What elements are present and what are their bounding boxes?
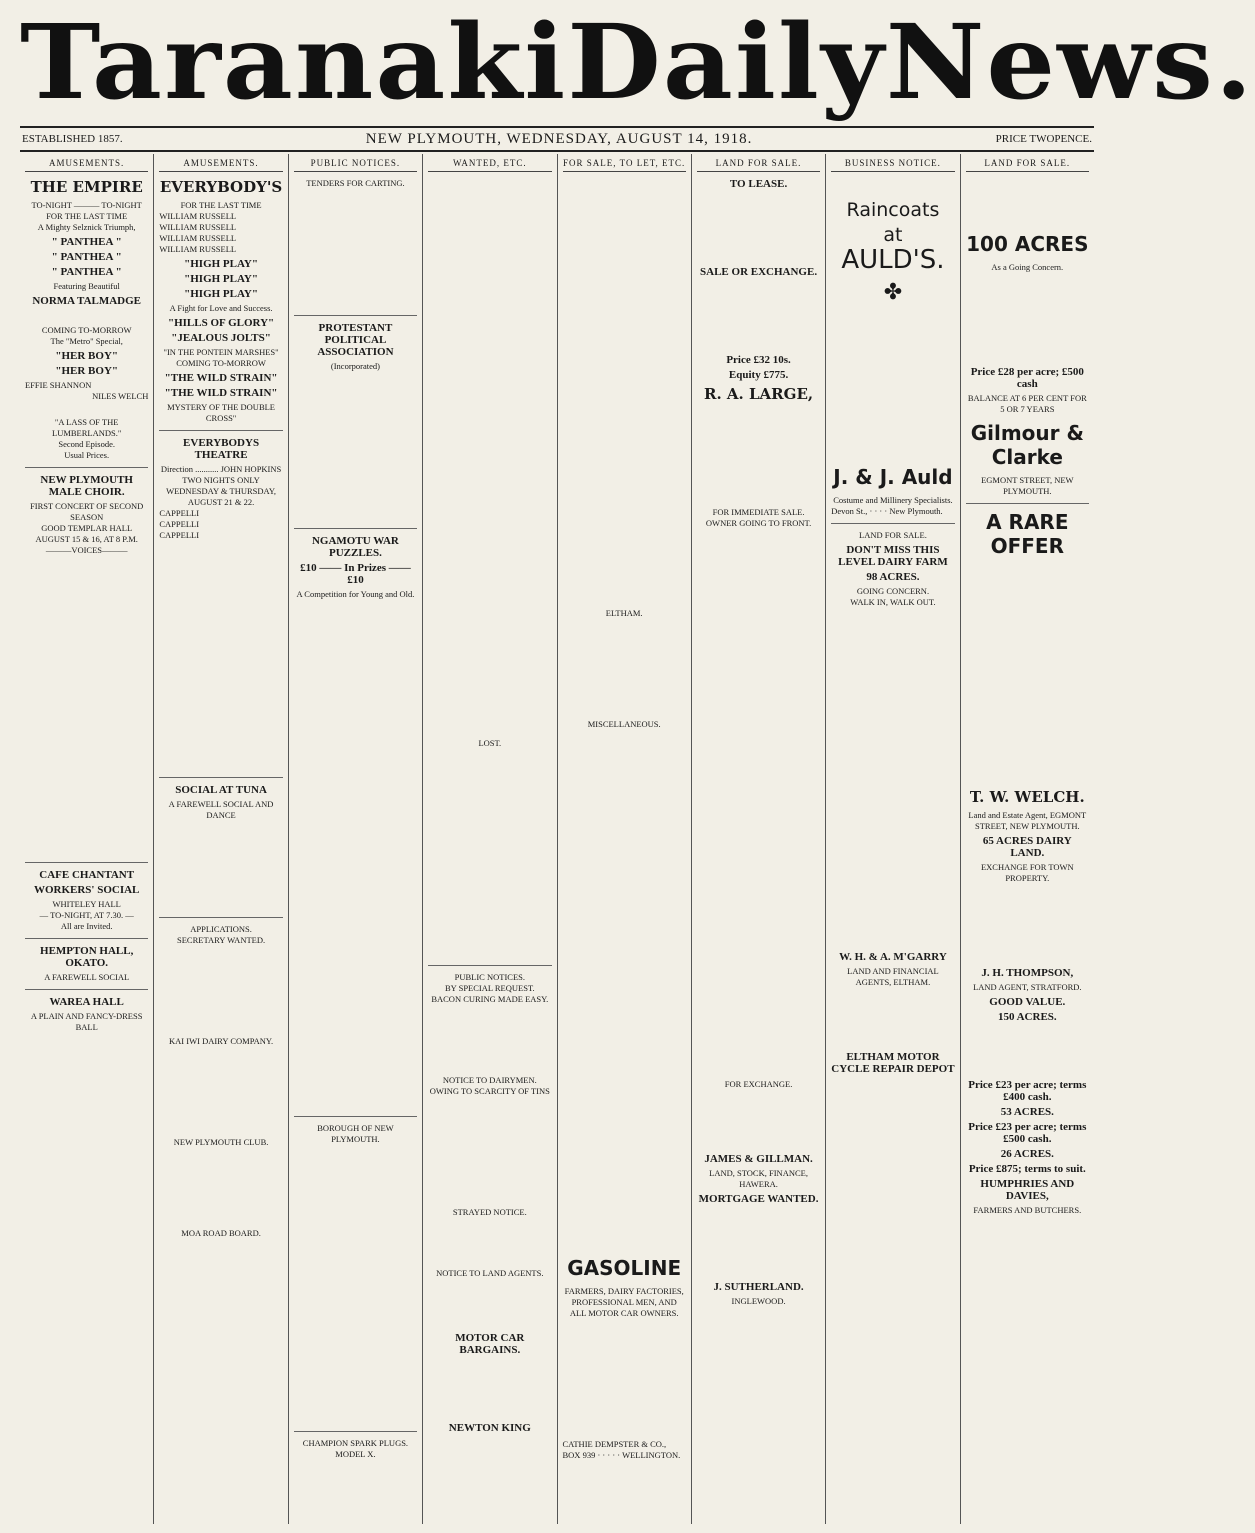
ad-line: The "Metro" Special, [50, 336, 123, 346]
column-7-business [826, 154, 960, 1524]
ad-line: A FAREWELL SOCIAL [44, 972, 130, 982]
section-heading: PUBLIC NOTICES. [294, 158, 417, 172]
film-title: "JEALOUS JOLTS" [171, 332, 271, 344]
ad-title: R. A. LARGE, [704, 385, 814, 403]
ad-body-text [428, 1218, 551, 1268]
star-name: CAPPELLI [159, 519, 200, 529]
star-name: WILLIAM RUSSELL [159, 244, 237, 254]
ad-body-text [966, 1026, 1089, 1076]
ad-line: FIRST CONCERT OF SECOND SEASON [30, 501, 144, 522]
ad-body-text [697, 407, 820, 507]
column-3-public-notices [289, 154, 423, 1524]
ad-line: GOING CONCERN. [856, 586, 930, 596]
ad-title: ELTHAM MOTOR CYCLE REPAIR DEPOT [831, 1051, 955, 1075]
ad-title: A RARE OFFER [986, 510, 1069, 558]
raincoats-line: Raincoats [846, 199, 940, 221]
ad-line: LAND AND FINANCIAL AGENTS, ELTHAM. [847, 966, 939, 987]
section-heading: LAND FOR SALE. [966, 158, 1089, 172]
ad-line: ———VOICES——— [45, 545, 128, 555]
ad-body-text [159, 1148, 282, 1228]
ad-title: HEMPTON HALL, OKATO. [40, 945, 134, 969]
column-4-wanted [423, 154, 557, 1524]
film-title: "THE WILD STRAIN" [164, 387, 278, 399]
divider [428, 965, 551, 966]
ad-body-text [428, 1279, 551, 1329]
masthead [20, 3, 1255, 123]
star-name: EFFIE SHANNON [25, 380, 92, 390]
film-title: "HIGH PLAY" [184, 258, 258, 270]
ad-body-text [25, 556, 148, 856]
ad-body-text [428, 749, 551, 959]
ad-title: Gilmour & Clarke [970, 421, 1084, 469]
ad-line: TO-NIGHT ——— TO-NIGHT [31, 200, 142, 210]
ad-line: FOR THE LAST TIME [46, 211, 128, 221]
ad-body-text [563, 178, 686, 608]
ad-line: AUGUST 21 & 22. [187, 497, 255, 507]
ad-title: Price £23 per acre; terms £400 cash. [968, 1079, 1087, 1103]
ad-line: TWO NIGHTS ONLY [182, 475, 260, 485]
ad-body-text [428, 1359, 551, 1419]
ad-title: HUMPHRIES AND DAVIES, [980, 1178, 1075, 1202]
ad-line: Devon St., · · · · New Plymouth. [831, 506, 943, 516]
ad-line: INGLEWOOD. [731, 1296, 786, 1306]
film-title: "THE WILD STRAIN" [164, 372, 278, 384]
ad-title: GASOLINE [567, 1256, 682, 1280]
column-5-for-sale [558, 154, 692, 1524]
ad-title: £10 —— In Prizes —— £10 [300, 562, 411, 586]
ad-line: WHITELEY HALL [52, 899, 121, 909]
film-title: " PANTHEA " [51, 251, 122, 263]
ad-line: Usual Prices. [64, 450, 110, 460]
ad-body-text [563, 1319, 686, 1439]
ad-line: FOR THE LAST TIME [180, 200, 262, 210]
ad-title: PROTESTANT POLITICAL ASSOCIATION [317, 322, 394, 358]
ad-title: 26 ACRES. [1000, 1148, 1054, 1160]
ad-title: 100 ACRES [966, 232, 1089, 256]
ad-title: Price £23 per acre; terms £500 cash. [968, 1121, 1087, 1145]
ad-body-text [831, 309, 954, 459]
ad-line: Land and Estate Agent, EGMONT STREET, NEW PLYMOUTH. [968, 810, 1087, 831]
ad-title: DON'T MISS THIS LEVEL DAIRY FARM [838, 544, 948, 568]
section-heading: PUBLIC NOTICES. [454, 972, 525, 982]
ad-line: BALANCE AT 6 PER CENT FOR 5 OR 7 YEARS [967, 393, 1087, 414]
ad-title: GOOD VALUE. [989, 996, 1066, 1008]
divider [25, 989, 148, 990]
ad-line: FARMERS AND BUTCHERS. [973, 1205, 1082, 1215]
section-heading: BUSINESS NOTICE. [831, 158, 954, 172]
divider [294, 315, 417, 316]
ad-line: FOR EXCHANGE. [724, 1079, 793, 1089]
ad-title: MORTGAGE WANTED. [698, 1193, 819, 1205]
film-title: "HIGH PLAY" [184, 288, 258, 300]
ad-body-text [428, 1097, 551, 1207]
divider [159, 917, 282, 918]
price-label: PRICE TWOPENCE. [995, 133, 1092, 145]
ad-body-text [563, 619, 686, 719]
section-heading: LOST. [478, 738, 502, 748]
ad-line: A Mighty Selznick Triumph, [37, 222, 136, 232]
ad-title: CAFE CHANTANT [39, 869, 135, 881]
star-name: NORMA TALMADGE [32, 295, 142, 307]
divider [294, 1116, 417, 1117]
ad-body-text [697, 1090, 820, 1150]
column-8-land [961, 154, 1094, 1524]
ad-line: CATHIE DEMPSTER & CO., [562, 1439, 667, 1449]
ad-line: STRAYED NOTICE. [452, 1207, 527, 1217]
section-heading: LAND FOR SALE. [697, 158, 820, 172]
ad-line: COMING TO-MORROW [41, 325, 132, 335]
ad-body-text [428, 1005, 551, 1075]
ad-line: EGMONT STREET, NEW PLYMOUTH. [981, 475, 1074, 496]
ad-title: SALE OR EXCHANGE. [700, 266, 818, 278]
divider [25, 862, 148, 863]
section-heading: AMUSEMENTS. [159, 158, 282, 172]
star-name: CAPPELLI [159, 530, 200, 540]
divider [294, 1431, 417, 1432]
ad-line: KAI IWI DAIRY COMPANY. [169, 1036, 274, 1046]
ad-line: MOA ROAD BOARD. [181, 1228, 261, 1238]
ad-body-text [428, 178, 551, 738]
film-title: " PANTHEA " [51, 266, 122, 278]
established-label: ESTABLISHED 1857. [22, 133, 123, 145]
ad-title: NGAMOTU WAR PUZZLES. [311, 535, 399, 559]
ad-line: AUGUST 15 & 16, AT 8 P.M. [35, 534, 138, 544]
ad-title: 150 ACRES. [997, 1011, 1057, 1023]
ad-title: TO LEASE. [729, 178, 788, 190]
ad-line: WEDNESDAY & THURSDAY, [166, 486, 277, 496]
ad-body-text [697, 193, 820, 263]
ad-line: NOTICE TO LAND AGENTS. [436, 1268, 544, 1278]
divider [294, 528, 417, 529]
ad-body-text [697, 529, 820, 1079]
raincoats-ad [831, 198, 954, 273]
ad-line: MODEL X. [335, 1449, 376, 1459]
ad-line: WALK IN, WALK OUT. [850, 597, 936, 607]
ad-line: Featuring Beautiful [53, 281, 120, 291]
ad-title: Equity £775. [728, 369, 789, 381]
ad-title: 53 ACRES. [1000, 1106, 1054, 1118]
star-name: WILLIAM RUSSELL [159, 211, 237, 221]
ad-body-text [25, 402, 148, 412]
ad-line: — TO-NIGHT, AT 7.30. — [39, 910, 134, 920]
ad-body-text [159, 1047, 282, 1137]
ad-title: WAREA HALL [49, 996, 124, 1008]
ad-title: EVERYBODY'S [159, 178, 283, 196]
ad-line: BOX 939 · · · · · WELLINGTON. [562, 1450, 681, 1460]
ad-body-text [294, 1145, 417, 1425]
ad-body-text [563, 730, 686, 1250]
column-1-amusements [20, 154, 154, 1524]
ad-body-text [831, 988, 954, 1048]
ad-line: BOROUGH OF NEW PLYMOUTH. [317, 1123, 394, 1144]
ad-line: Costume and Millinery Specialists. [833, 495, 953, 505]
ad-title: EVERYBODYS THEATRE [183, 437, 260, 461]
section-heading: WANTED, ETC. [428, 158, 551, 172]
ad-body-text [25, 310, 148, 320]
divider [966, 503, 1089, 504]
ad-line: COMING TO-MORROW [176, 358, 266, 368]
ad-body-text [294, 600, 417, 1110]
ad-body-text [159, 541, 282, 771]
ad-title: J. & J. Auld [833, 465, 953, 489]
ad-line: OWNER GOING TO FRONT. [705, 518, 812, 528]
section-heading: ELTHAM. [605, 608, 643, 618]
place-date: NEW PLYMOUTH, WEDNESDAY, AUGUST 14, 1918. [365, 130, 753, 147]
star-name: CAPPELLI [159, 508, 200, 518]
ad-line: GOOD TEMPLAR HALL [41, 523, 133, 533]
column-6-land [692, 154, 826, 1524]
ad-title: Price £28 per acre; £500 cash [970, 366, 1084, 390]
ad-body-text [966, 273, 1089, 363]
ad-line: FARMERS, DAIRY FACTORIES, PROFESSIONAL MEN, AND ALL MOTOR CAR OWNERS. [564, 1286, 684, 1318]
ad-line: A Fight for Love and Success. [169, 303, 273, 313]
section-heading: APPLICATIONS. [190, 924, 252, 934]
ad-line: "IN THE PONTEIN MARSHES" [163, 347, 279, 357]
star-name: NILES WELCH [92, 391, 149, 401]
ad-body-text [697, 1208, 820, 1278]
ad-body-text [697, 281, 820, 351]
ad-line: "A LASS OF THE LUMBERLANDS." [52, 417, 122, 438]
ad-line: As a Going Concern. [991, 262, 1064, 272]
ad-line: Second Episode. [58, 439, 116, 449]
ad-line: A Competition for Young and Old. [296, 589, 415, 599]
ad-title: J. H. THOMPSON, [981, 967, 1074, 979]
columns [20, 154, 1094, 1524]
ad-line: LAND AGENT, STRATFORD. [973, 982, 1082, 992]
ad-title: NEW PLYMOUTH MALE CHOIR. [40, 474, 133, 498]
ad-title: 65 ACRES DAIRY LAND. [982, 835, 1072, 859]
ad-body-text [294, 372, 417, 522]
section-heading: AMUSEMENTS. [25, 158, 148, 172]
ad-title: 98 ACRES. [866, 571, 920, 583]
ad-line: BY SPECIAL REQUEST. [444, 983, 535, 993]
ad-line: LAND, STOCK, FINANCE, HAWERA. [709, 1168, 808, 1189]
ad-title: W. H. & A. M'GARRY [839, 951, 947, 963]
ad-line: NOTICE TO DAIRYMEN. [442, 1075, 537, 1085]
ad-line: BACON CURING MADE EASY. [431, 994, 549, 1004]
ad-title: JAMES & GILLMAN. [704, 1153, 813, 1165]
aulds-line: AULD'S. [841, 245, 945, 275]
column-2-amusements [154, 154, 288, 1524]
star-name: WILLIAM RUSSELL [159, 233, 237, 243]
ad-title: T. W. WELCH. [969, 788, 1085, 806]
divider [25, 467, 148, 468]
divider [159, 430, 282, 431]
ornament-icon: ✤ [883, 279, 903, 304]
ad-line: A FAREWELL SOCIAL AND DANCE [168, 799, 274, 820]
ad-line: Direction ........... JOHN HOPKINS [160, 464, 282, 474]
film-title: "HILLS OF GLORY" [167, 317, 275, 329]
ad-body-text [159, 821, 282, 911]
ad-body-text [966, 564, 1089, 784]
ad-title: J. SUTHERLAND. [713, 1281, 804, 1293]
divider [159, 777, 282, 778]
film-title: "HIGH PLAY" [184, 273, 258, 285]
ad-line: A PLAIN AND FANCY-DRESS BALL [30, 1011, 143, 1032]
ad-title: THE EMPIRE [30, 178, 143, 196]
dateline-bar [20, 126, 1094, 152]
ad-line: OWING TO SCARCITY OF TINS [429, 1086, 550, 1096]
section-heading: LAND FOR SALE. [859, 530, 927, 540]
ad-title: NEWTON KING [448, 1422, 531, 1434]
at-line: at [883, 224, 903, 246]
ad-title: MOTOR CAR BARGAINS. [455, 1332, 525, 1356]
ad-line: (Incorporated) [330, 361, 380, 371]
ad-body-text [159, 946, 282, 1036]
film-title: "HER BOY" [55, 350, 118, 362]
ad-title: SOCIAL AT TUNA [175, 784, 267, 796]
divider [25, 938, 148, 939]
ad-body-text [294, 189, 417, 309]
ad-title: WORKERS' SOCIAL [33, 884, 140, 896]
ad-line: All are Invited. [60, 921, 113, 931]
masthead-word-taranaki: Taranaki [20, 3, 568, 123]
film-title: " PANTHEA " [51, 236, 122, 248]
ad-title: Price £875; terms to suit. [968, 1163, 1086, 1175]
ad-body-text [831, 608, 954, 948]
ad-line: FOR IMMEDIATE SALE. [712, 507, 805, 517]
ad-line: NEW PLYMOUTH CLUB. [173, 1137, 269, 1147]
ad-line: CHAMPION SPARK PLUGS. [302, 1438, 409, 1448]
masthead-word-news: News. [885, 3, 1255, 123]
ad-line: MYSTERY OF THE DOUBLE CROSS" [167, 402, 276, 423]
ad-line: TENDERS FOR CARTING. [306, 178, 405, 188]
film-title: "HER BOY" [55, 365, 118, 377]
masthead-word-daily: Daily [567, 3, 886, 123]
divider [831, 523, 954, 524]
section-heading: FOR SALE, TO LET, ETC. [563, 158, 686, 172]
ad-body-text [966, 884, 1089, 964]
ad-line: EXCHANGE FOR TOWN PROPERTY. [980, 862, 1074, 883]
ad-line: SECRETARY WANTED. [177, 935, 266, 945]
star-name: WILLIAM RUSSELL [159, 222, 237, 232]
section-heading: MISCELLANEOUS. [587, 719, 661, 729]
ad-title: Price £32 10s. [726, 354, 791, 366]
